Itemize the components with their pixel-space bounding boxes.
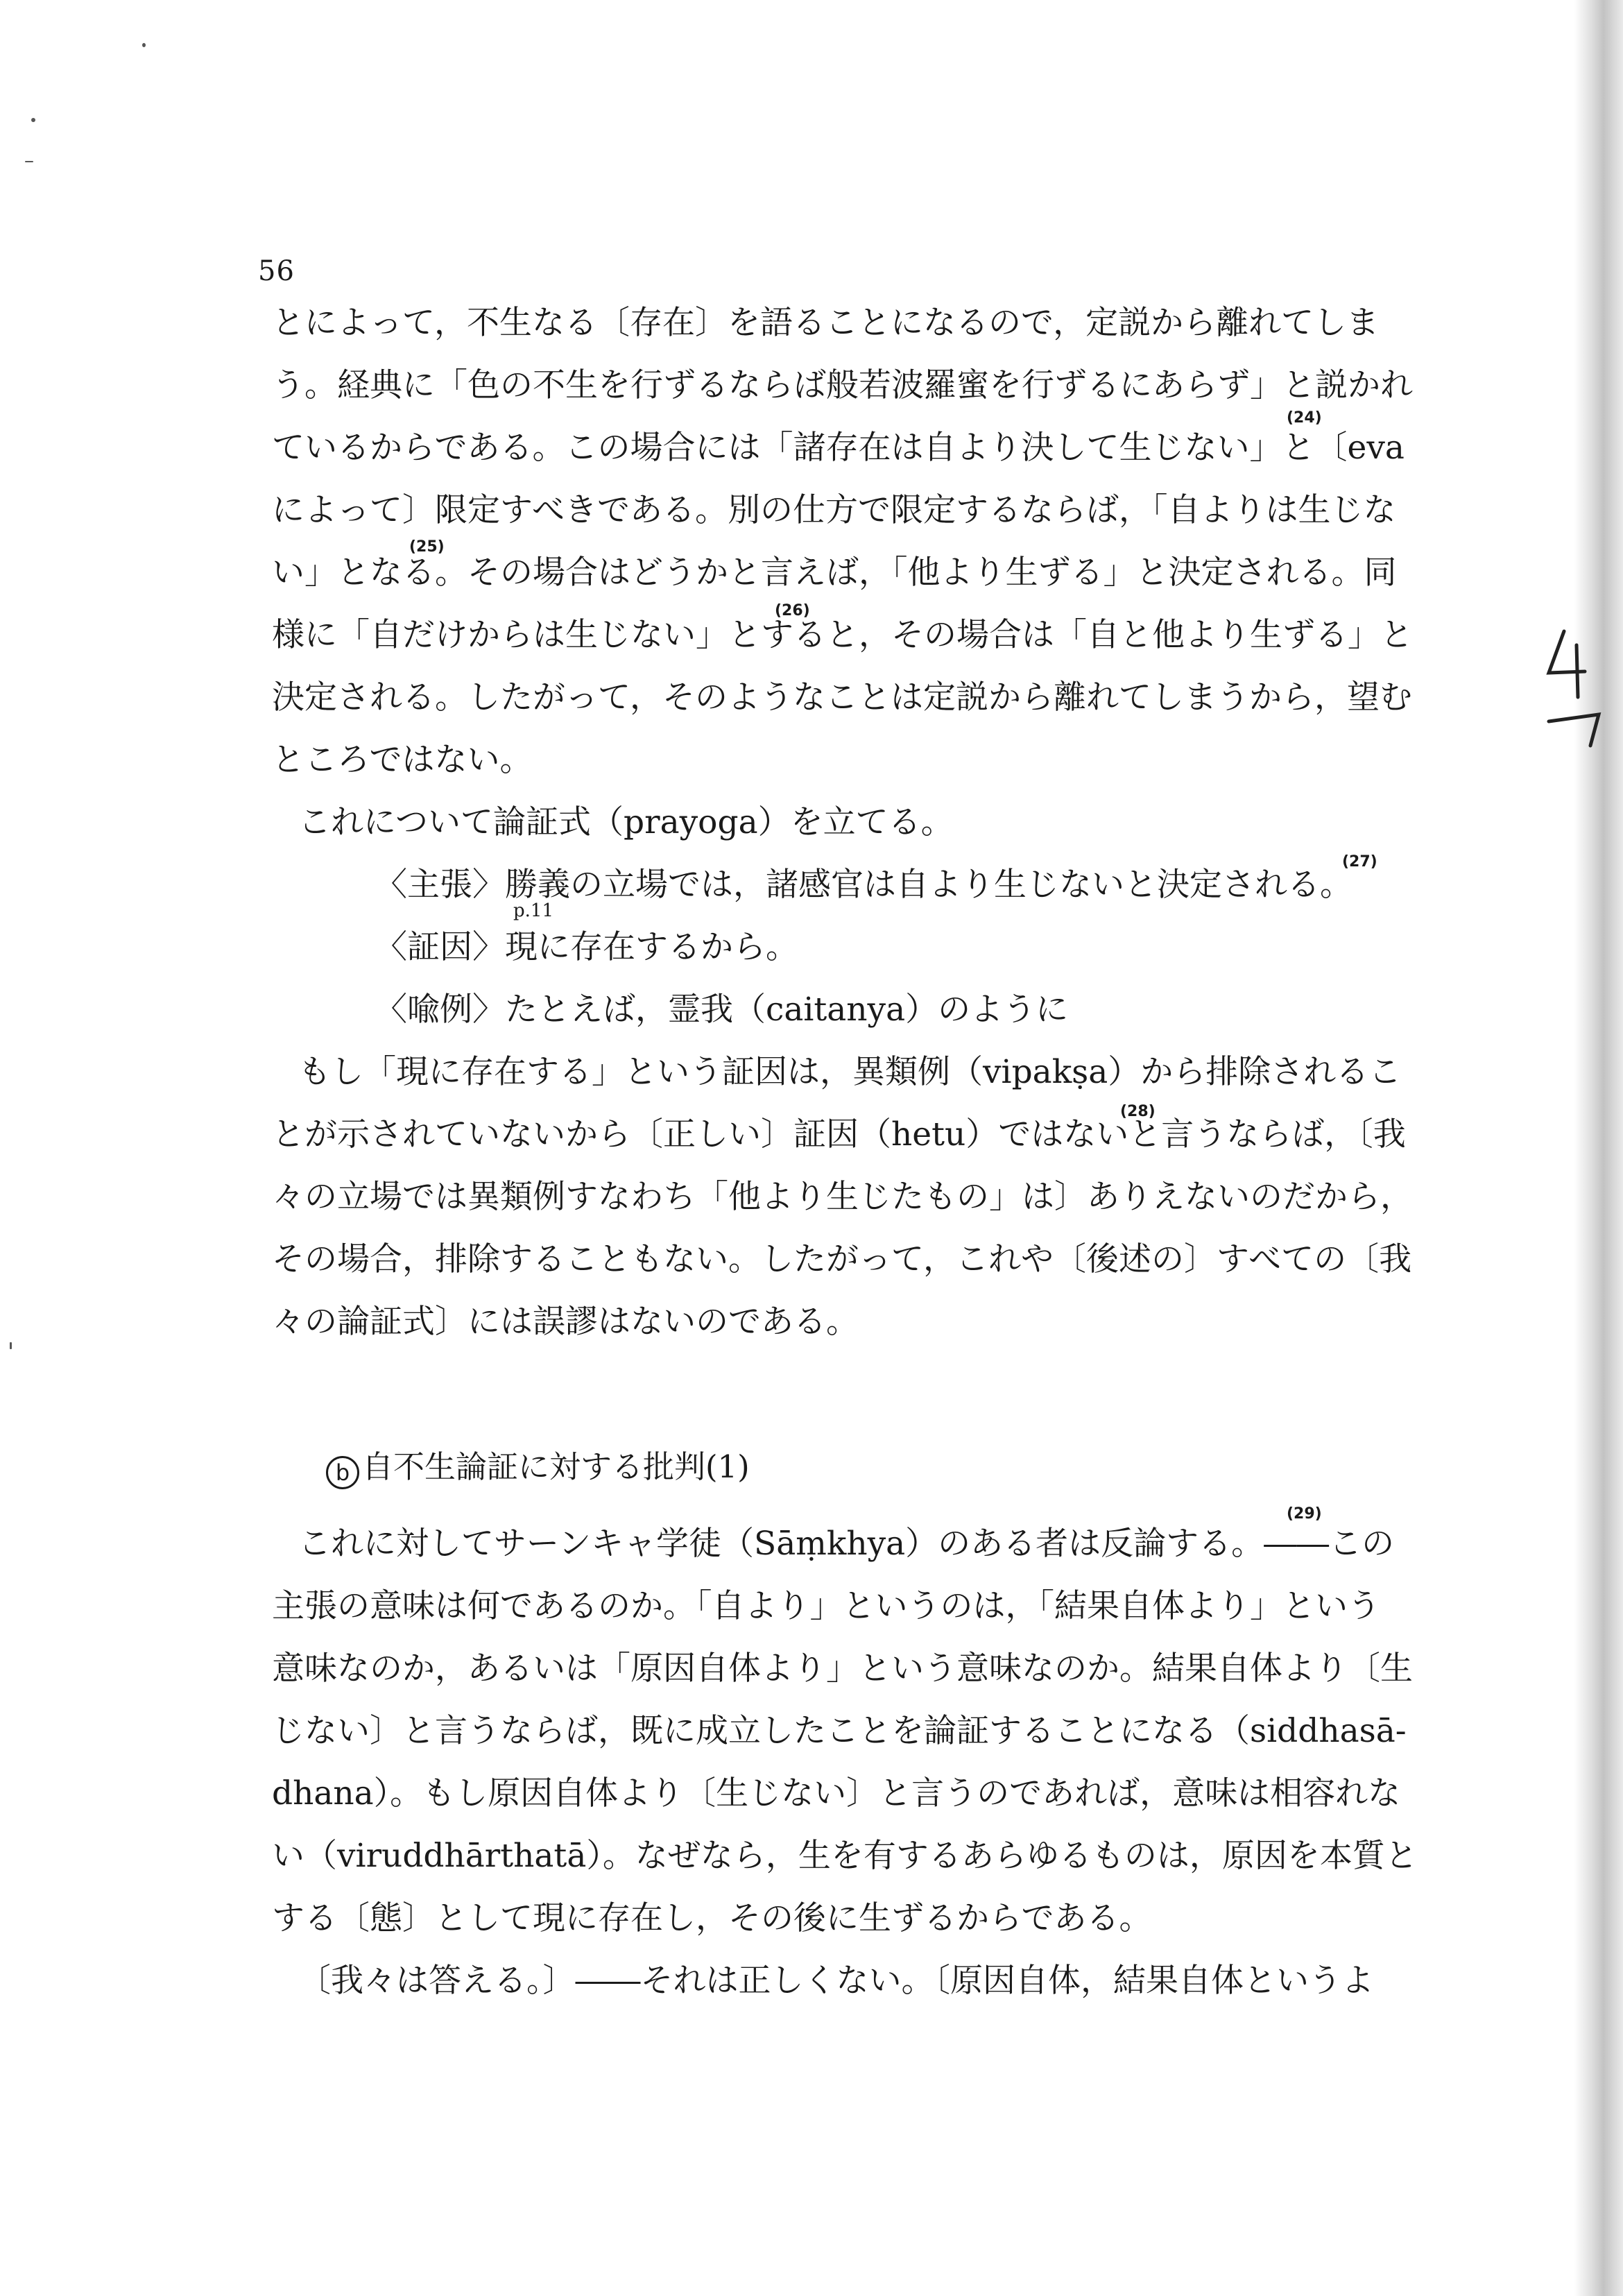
body-line: とによって，不生なる〔存在〕を語ることになるので，定説から離れてしま	[272, 304, 1380, 342]
body-line: によって〕限定すべきである。別の仕方で限定するならば，「自よりは生じな	[272, 491, 1396, 529]
body-line: 意味なのか，あるいは「原因自体より」という意味なのか。結果自体より〔生	[272, 1650, 1413, 1688]
body-line: 〔我々は答える。〕――それは正しくない。〔原因自体，結果自体というよ	[298, 1962, 1374, 2000]
body-line: い」となる。その場合はどうかと言えば，「他より生ずる」と決定される。同	[272, 554, 1397, 592]
body-line: い（viruddhārthatā）。なぜなら，生を有するあらゆるものは，原因を本質と	[272, 1837, 1418, 1875]
body-line: ているからである。この場合には「諸存在は自より決して生じない」と〔eva	[272, 429, 1405, 467]
syllogism-thesis: 〈主張〉勝義の立場では，諸感官は自より生じないと決定される。	[375, 866, 1352, 904]
scan-speck	[31, 118, 35, 122]
body-line: これに対してサーンキャ学徒（Sāṃkhya）のある者は反論する。――この	[298, 1525, 1395, 1563]
scan-speck	[25, 161, 33, 162]
body-line: う。経典に「色の不生を行ずるならば般若波羅蜜を行ずるにあらず」と説かれ	[272, 366, 1413, 404]
handwritten-mark-icon	[1536, 624, 1613, 763]
note-marker: (27)	[1342, 853, 1377, 871]
note-marker: (24)	[1287, 409, 1322, 427]
note-marker: (28)	[1120, 1103, 1156, 1120]
scan-speck	[10, 1342, 12, 1349]
section-heading	[326, 1446, 750, 1489]
syllogism-reason: 〈証因〉現に存在するから。	[375, 928, 798, 966]
body-line: じない〕と言うならば，既に成立したことを論証することになる（siddhasā-	[272, 1712, 1407, 1750]
body-line: その場合，排除することもない。したがって，これや〔後述の〕すべての〔我	[272, 1240, 1412, 1278]
note-marker: (25)	[409, 538, 445, 556]
body-line: dhana）。もし原因自体より〔生じない〕と言うのであれば，意味は相容れな	[272, 1774, 1401, 1813]
body-line: する〔態〕として現に存在し，その後に生ずるからである。	[272, 1899, 1152, 1937]
body-line: とが示されていないから〔正しい〕証因（hetu）ではないと言うならば，〔我	[272, 1115, 1406, 1154]
body-line: これについて論証式（prayoga）を立てる。	[298, 803, 954, 841]
body-line: 々の論証式〕には誤謬はないのである。	[272, 1303, 859, 1341]
body-line: もし「現に存在する」という証因は，異類例（vipakṣa）から排除されるこ	[298, 1053, 1402, 1091]
body-line: 々の立場では異類例すなわち「他より生じたもの」は〕ありえないのだから，	[272, 1178, 1413, 1216]
scan-shadow-edge	[1574, 0, 1623, 2296]
body-line: 主張の意味は何であるのか。「自より」というのは，「結果自体より」という	[272, 1587, 1380, 1625]
body-line: ところではない。	[272, 741, 533, 779]
body-line: 決定される。したがって，そのようなことは定説から離れてしまうから，望む	[272, 678, 1413, 717]
page-reference: p.11	[513, 900, 553, 921]
section-marker: b	[326, 1456, 359, 1489]
body-line: 様に「自だけからは生じない」とすると，その場合は「自と他より生ずる」と	[272, 616, 1413, 654]
note-marker: (26)	[775, 602, 810, 619]
syllogism-example: 〈喩例〉たとえば，霊我（caitanya）のように	[375, 991, 1069, 1029]
page-number: 56	[258, 255, 295, 287]
scan-speck	[142, 43, 146, 47]
section-heading-text: 自不生論証に対する批判(1)	[362, 1448, 750, 1485]
note-marker: (29)	[1287, 1505, 1322, 1523]
